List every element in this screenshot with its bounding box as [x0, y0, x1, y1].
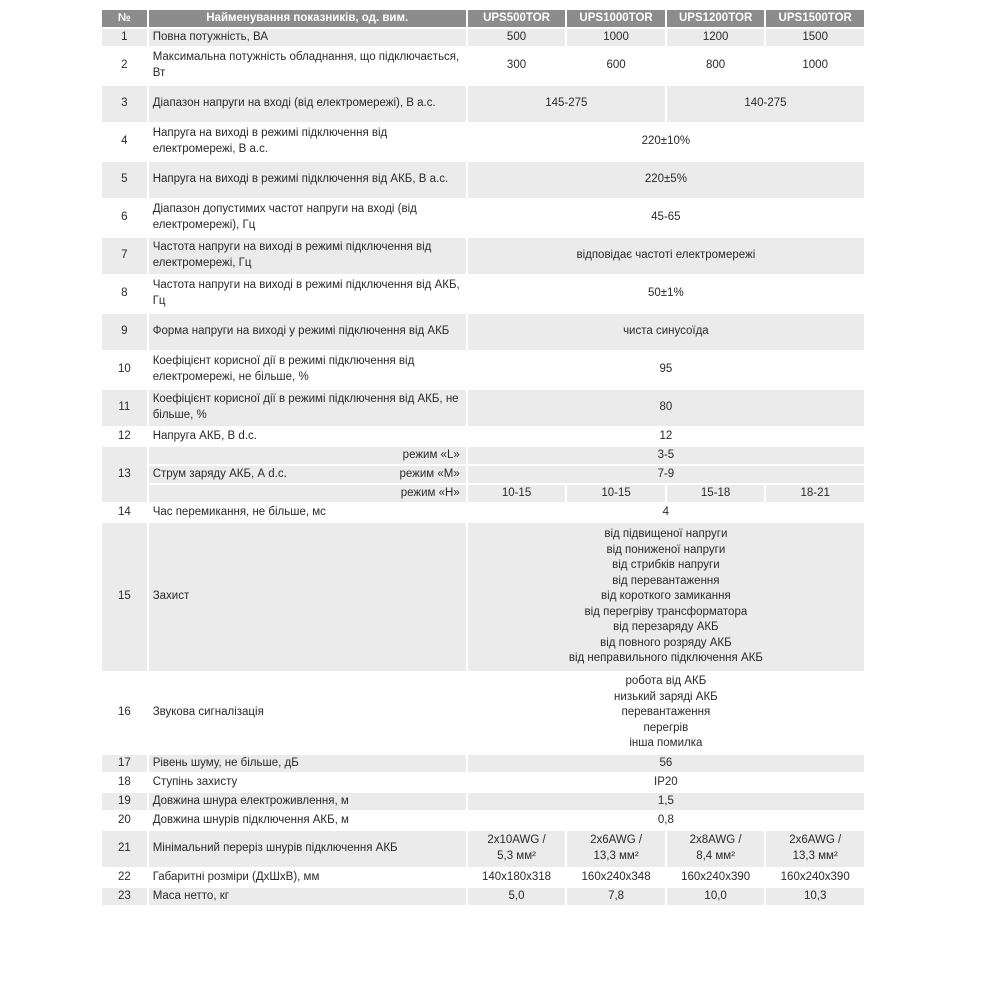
row-number: 16 [102, 673, 147, 753]
row-value: 1000 [567, 29, 665, 46]
cable-awg: 2x8AWG / [689, 834, 742, 847]
header-parameter-name: Найменування показників, од. вим. [149, 10, 466, 27]
table-row [102, 86, 864, 122]
table-row [102, 755, 864, 772]
cable-awg: 2x10AWG / [487, 834, 546, 847]
row-value: 50±1% [468, 276, 864, 312]
row-value: 500 [468, 29, 566, 46]
row-number: 17 [102, 755, 147, 772]
table-row [102, 276, 864, 312]
row-parameter: Рівень шуму, не більше, дБ [149, 755, 466, 772]
row-value: 15-18 [667, 485, 765, 502]
header-model-4: UPS1500TOR [766, 10, 864, 27]
row-number: 11 [102, 390, 147, 426]
row-number: 20 [102, 812, 147, 829]
list-item: від підвищеної напруги [604, 528, 728, 541]
row-parameter: Діапазон допустимих частот напруги на вході (від електромережі), Гц [149, 200, 466, 236]
row-number: 7 [102, 238, 147, 274]
row-value [468, 673, 864, 753]
charge-mode-m: режим «M» [399, 467, 460, 480]
row-value: відповідає частоті електромережі [468, 238, 864, 274]
row-value [567, 831, 665, 867]
row-number: 12 [102, 428, 147, 445]
row-parameter: Частота напруги на виході в режимі підключення від електромережі, Гц [149, 238, 466, 274]
row-value: 95 [468, 352, 864, 388]
table-row [102, 200, 864, 236]
table-header-row [102, 10, 864, 27]
table-row [102, 831, 864, 867]
row-value: 7-9 [468, 466, 864, 483]
table-row [102, 774, 864, 791]
row-value: IP20 [468, 774, 864, 791]
row-parameter: Ступінь захисту [149, 774, 466, 791]
row-parameter: Звукова сигналізація [149, 673, 466, 753]
row-value: 300 [468, 48, 566, 84]
row-value: чиста синусоїда [468, 314, 864, 350]
row-value: 4 [468, 504, 864, 521]
row-value: 56 [468, 755, 864, 772]
cable-awg: 2x6AWG / [789, 834, 842, 847]
row-parameter: Коефіцієнт корисної дії в режимі підключення від електромережі, не більше, % [149, 352, 466, 388]
list-item: низький заряді АКБ [614, 690, 718, 703]
list-item: перевантаження [621, 706, 711, 719]
row-number: 9 [102, 314, 147, 350]
table-row [102, 314, 864, 350]
cable-section: 8,4 мм² [696, 850, 736, 862]
header-number: № [102, 10, 147, 27]
row-value: 12 [468, 428, 864, 445]
row-parameter: Довжина шнура електроживлення, м [149, 793, 466, 810]
charge-mode-l: режим «L» [149, 447, 466, 464]
row-value: 0,8 [468, 812, 864, 829]
row-value: 45-65 [468, 200, 864, 236]
row-value [468, 523, 864, 671]
table-row [102, 673, 864, 753]
row-parameter [149, 466, 466, 483]
list-item: перегрів [643, 721, 689, 734]
header-model-3: UPS1200TOR [667, 10, 765, 27]
row-parameter: Час перемикання, не більше, мс [149, 504, 466, 521]
row-value: 160x240x390 [667, 869, 765, 886]
row-value: 160x240x390 [766, 869, 864, 886]
row-number: 22 [102, 869, 147, 886]
row-number: 21 [102, 831, 147, 867]
cable-awg: 2x6AWG / [590, 834, 643, 847]
row-parameter: Діапазон напруги на вході (від електромережі), В a.c. [149, 86, 466, 122]
row-number: 3 [102, 86, 147, 122]
table-row [102, 793, 864, 810]
list-item: від пониженої напруги [606, 543, 726, 556]
table-row [102, 162, 864, 198]
table-row [102, 888, 864, 905]
row-value: 140-275 [667, 86, 864, 122]
row-value: 160x240x348 [567, 869, 665, 886]
table-row [102, 466, 864, 483]
row-value: 7,8 [567, 888, 665, 905]
row-number: 14 [102, 504, 147, 521]
row-value: 18-21 [766, 485, 864, 502]
row-parameter: Коефіцієнт корисної дії в режимі підключення від АКБ, не більше, % [149, 390, 466, 426]
row-value: 800 [667, 48, 765, 84]
row-parameter: Довжина шнурів підключення АКБ, м [149, 812, 466, 829]
row-number: 4 [102, 124, 147, 160]
list-item: від стрибків напруги [612, 559, 720, 572]
row-parameter: Напруга на виході в режимі підключення від АКБ, В a.c. [149, 162, 466, 198]
row-number: 19 [102, 793, 147, 810]
table-row [102, 812, 864, 829]
list-item: від повного розряду АКБ [600, 636, 732, 649]
row-value: 10,3 [766, 888, 864, 905]
specifications-table [100, 8, 866, 907]
list-item: робота від АКБ [625, 675, 707, 688]
row-number: 23 [102, 888, 147, 905]
table-row [102, 523, 864, 671]
row-value: 145-275 [468, 86, 665, 122]
row-number: 1 [102, 29, 147, 46]
list-item: інша помилка [629, 737, 703, 750]
cable-section: 13,3 мм² [792, 850, 838, 862]
row-value: 1,5 [468, 793, 864, 810]
charge-mode-h: режим «H» [149, 485, 466, 502]
row-value: 600 [567, 48, 665, 84]
list-item: від неправильного підключення АКБ [568, 652, 763, 665]
table-row [102, 48, 864, 84]
list-item: від короткого замикання [601, 590, 731, 603]
row-value: 1000 [766, 48, 864, 84]
row-number: 15 [102, 523, 147, 671]
row-parameter: Габаритні розміри (ДхШхВ), мм [149, 869, 466, 886]
table-row [102, 485, 864, 502]
table-row [102, 428, 864, 445]
row-value: 5,0 [468, 888, 566, 905]
row-value: 10-15 [567, 485, 665, 502]
header-model-1: UPS500TOR [468, 10, 566, 27]
charge-current-label: Струм заряду АКБ, А d.c. [152, 467, 287, 480]
row-value [667, 831, 765, 867]
table-row [102, 124, 864, 160]
row-value [468, 831, 566, 867]
row-value: 140x180x318 [468, 869, 566, 886]
table-row [102, 447, 864, 464]
row-number: 5 [102, 162, 147, 198]
table-row [102, 29, 864, 46]
row-parameter: Максимальна потужність обладнання, що підключається, Вт [149, 48, 466, 84]
cable-section: 5,3 мм² [497, 850, 536, 862]
list-item: від перегріву трансформатора [584, 605, 748, 618]
row-number: 2 [102, 48, 147, 84]
cable-section: 13,3 мм² [593, 850, 639, 862]
row-number: 10 [102, 352, 147, 388]
header-model-2: UPS1000TOR [567, 10, 665, 27]
row-value: 80 [468, 390, 864, 426]
row-value [766, 831, 864, 867]
row-parameter: Напруга АКБ, В d.c. [149, 428, 466, 445]
row-value: 10-15 [468, 485, 566, 502]
table-row [102, 352, 864, 388]
row-parameter: Частота напруги на виході в режимі підключення від АКБ, Гц [149, 276, 466, 312]
row-number: 6 [102, 200, 147, 236]
list-item: від перевантаження [612, 574, 720, 587]
row-parameter: Мінімальний переріз шнурів підключення АКБ [149, 831, 466, 867]
row-number: 8 [102, 276, 147, 312]
row-parameter: Форма напруги на виході у режимі підключення від АКБ [149, 314, 466, 350]
row-value: 3-5 [468, 447, 864, 464]
row-number: 18 [102, 774, 147, 791]
list-item: від перезаряду АКБ [613, 621, 719, 634]
spec-sheet [100, 8, 866, 907]
table-row [102, 869, 864, 886]
row-parameter: Захист [149, 523, 466, 671]
table-row [102, 504, 864, 521]
row-parameter: Напруга на виході в режимі підключення від електромережі, В a.c. [149, 124, 466, 160]
row-value: 10,0 [667, 888, 765, 905]
row-parameter: Повна потужність, ВА [149, 29, 466, 46]
row-number: 13 [102, 447, 147, 502]
table-row [102, 390, 864, 426]
row-value: 1200 [667, 29, 765, 46]
table-row [102, 238, 864, 274]
row-parameter: Маса нетто, кг [149, 888, 466, 905]
row-value: 220±5% [468, 162, 864, 198]
row-value: 220±10% [468, 124, 864, 160]
row-value: 1500 [766, 29, 864, 46]
